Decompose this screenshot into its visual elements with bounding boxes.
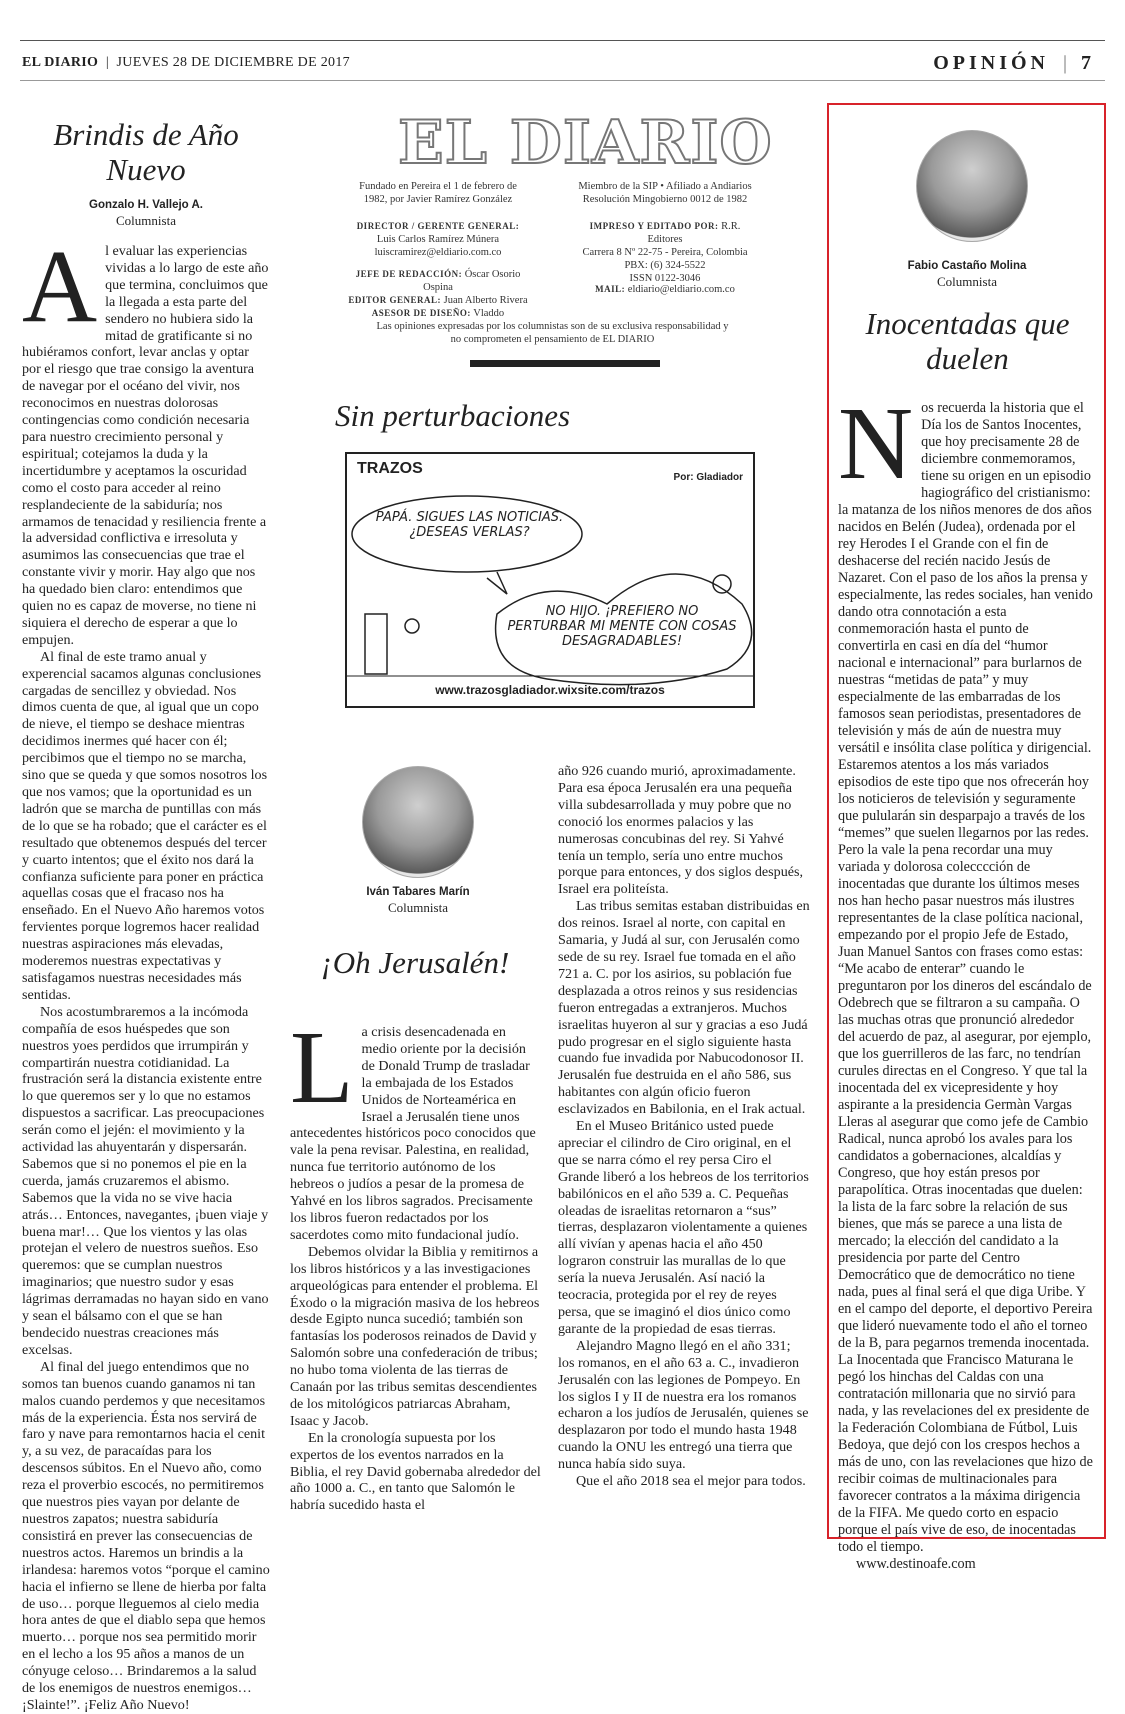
character-head [405,619,419,633]
masthead-mail [575,283,755,296]
author-role: Columnista [388,900,448,915]
paragraph: a crisis desencadenada en medio oriente por la decisión de Donald Trump de trasladar la embajada de los Estados Unidos de Norteamérica en Israel a Jerusalén tiene unos antecedentes históricos poco conocidos que vale la pena revisar. Palestina, en realidad, nunca fue territorio autónomo de los hebreos o judíos a pesar de la promesa de Yahvé en los libros sagrados. Precisamente los libros fueron redactados por los sacerdotes como mito fundacional judío. [290,1024,536,1243]
paragraph: Al final del juego entendimos que no somos tan buenos cuando ganamos ni tan malos cuando perdemos y que necesitamos más de la experiencia. Ésta nos servirá de faro y nave para remontarnos hacia el cenit y, a su vez, de paracaídas para los descensos súbitos. En el Nuevo año, como reza el proverbio escocés, no permitiremos que nuestros pies vayan por delante de nuestros zapatos; nuestra sabiduría consistirá en prever las consecuencias de nuestros actos. Haremos un brindis a la irlandesa: haremos votos “porque el camino hacia el infierno se llene de hierba por falta de uso… porque lleguemos al cielo media hora antes de que el diablo sepa que hemos muerto… porque nos sea permitido morir en el lecho a los 95 años a manos de un cónyuge celoso… Brindaremos a la salud de los enemigos de nuestros enemigos… ¡Slainte!”. ¡Feliz Año Nuevo! [22,1358,270,1713]
author-name: Gonzalo H. Vallejo A. [89,199,203,211]
masthead-director [348,220,528,259]
article-body [290,1010,542,1514]
author-name: Fabio Castaño Molina [907,260,1027,272]
email: luiscramirez@eldiario.com.co [374,247,502,258]
article-body-continued [558,763,810,1490]
author-role: Columnista [937,274,997,289]
byline [318,884,518,916]
article-title: Inocentadas que duelen [865,306,1070,376]
cartoon-author: Por: Gladiador [673,472,743,483]
author-photo [916,130,1028,242]
cartoon-title: Sin perturbaciones [335,398,571,433]
article-title: Brindis de Año Nuevo [53,117,239,187]
author-photo [362,766,474,878]
paragraph: os recuerda la historia que el Día los de Santos Inocentes, que hoy precisamente 28 de diciembre conmemoramos, tiene su origen en un episodio hagiográfico del cristianismo: la matanza de los niños menores de dos años nacidos en Belén (Judea), ordenada por el rey Herodes I el Grande con el fin de deshacerse del recién nacido Jesús de Nazaret. Con el paso de los años la prensa y especialmente, las redes sociales, han venido dando otra connotación a esta conmemoración hasta el punto de convertirla en casi en día del “humor nacional e internacional” para burlarnos de nuestras “metidas de pata” y muy especialmente de las embarradas de los famosos sean periodistas, presentadores de televisión y más de aún de nuestra muy versátil e insólita clase política y dirigencial. Estaremos atentos a los más variados episodios de este tipo que nos ofrecerán hoy los noticieros de televisión y seguramente que pulularán sin desparpajo a través de los “memes” que suelen llegarnos por las redes. Pero la vale la pena recordar una muy variada y dolorosa colecccción de inocentadas que durante los últimos meses nos han hecho pasar nuestros más ilustres representantes de la clase política nacional, empezando por el propio Jefe de Estado, Juan Manuel Santos con frases como estas: “Me acabo de enterar” cuando le preguntaron por los dineros del escándalo de Odebrech que se filtraron a su campaña. O las muchas otras que pronunció alrededor del acuerdo de paz, al asegurar, por ejemplo, que los guerrilleros de las farc, no tendrían curules directas en el Congreso. Y que tal la inocentada del ex vicepresidente y hoy aspirante a la presidencia Germàn Vargas Lleras al asegurar que como jefe de Cambio Radical, nunca aprobó los avales para los candidatos a gobernaciones, alcaldías y Congreso, que hoy están presos por parapolítica. Otras inocentadas que duelen: la lista de la farc sobre la relación de sus bienes, que más se parece a una lista de mercado; la elección del candidato a la presidencia por parte del Centro Democrático que de democrático no tiene nada, pues al final será el que diga Uribe. Y en el campo del deporte, el deportivo Pereira que lideró nuevamente todo el año el torneo de la B, para pegarnos tremenda inocentada. La Inocentada que Francisco Maturana le pegó los hinchas del Caldas con una contratación millonaria que no sirvió para nada, y las revelaciones del ex presidente de la Federación Colombiana de Fútbol, Luis Bedoya, que dejó con los crespos hechos a más de uno, con las revelaciones que hizo de recibir coimas de multinacionales para favorecer contratos a la máxima dirigencia de la FIFA. Me quedo corto en espacio porque el país vive de eso, de inocentadas todo el tiempo. [838,400,1093,1555]
cartoon-brand: TRAZOS [357,460,423,477]
author-name: Iván Tabares Marín [366,886,470,898]
address: Carrera 8 Nº 22-75 - Pereira, Colombia [582,247,748,258]
section-name: OPINIÓN [933,52,1049,74]
paragraph: Nos acostumbraremos a la incómoda compañía de esos huéspedes que son nuestros yoes perdidos que irrumpirán y compartirán nuestra cotidianidad. La frustración será la distancia existente entre lo que queremos ser y lo que no estamos dispuestos a sacrificar. Las preocupaciones serán como el jején: el movimiento y la actividad las ahuyentarán y dispersarán. Sabemos que si no ponemos el pie en la cuerda, jamás cruzaremos el abismo. Sabemos que la vida no se vive hacia atrás… Entonces, navegantes, ¡buen viaje y buena mar!… Que los vientos y las olas protejan el velero de nuestros sueños. Eso queremos: que se cumplan nuestros imaginarios; que nuestro sudor y esas lágrimas derramadas no hayan sido en vano y sean el bálsamo con el que se han bendecido nuestras creaciones más excelsas. [22,1003,269,1358]
article-body [22,229,270,1714]
paragraph: Debemos olvidar la Biblia y remitirnos a los libros históricos y a las investigaciones arqueológicas para entender el problema. El Éxodo o la migración masiva de los hebreos desde Egipto nunca sucedió; también son fantasías los poderosos reinados de David y Salomón sobre una confederación de tribus; no hubo toma violenta de las tierras de Canaán por las tribus semitas descendientes de los mitológicos patriarcas Abraham, Isaac y Jacob. [290,1243,540,1429]
drop-cap: A [22,229,98,344]
bubble-tail [487,572,507,594]
cartoon-panel [345,452,755,708]
masthead-printer [575,220,755,285]
issn: ISSN 0122-3046 [629,273,701,284]
paragraph: Las tribus semitas estaban distribuidas en dos reinos. Israel al norte, con capital en Samaria, y Judá al sur, con Jerusalén como sede de su rey. Israel fue tomada en el año 721 a. C. por los asirios, su población fue desplazada a otros reinos y sus residencias fueron entregadas a extranjeros. Muchos israelitas huyeron al sur y gracias a eso Judá pudo progresar en el siglo siguiente hasta cuando fue invadida por Nabucodonosor II. Jerusalén fue destruida en el año 586, sus habitantes con algún oficio fueron esclavizados en Babilonia, en el Irak actual. [558,898,810,1118]
label: MAIL: [595,284,626,294]
masthead-founded: Fundado en Pereira el 1 de febrero de 1982, por Javier Ramírez González [359,181,517,205]
page-header-left: EL DIARIO | JUEVES 28 DE DICIEMBRE DE 2017 [22,55,350,70]
label: IMPRESO Y EDITADO POR: [589,221,719,231]
value: eldiario@eldiario.com.co [627,284,735,295]
value: Juan Alberto Rivera [443,295,528,306]
drop-cap: N [838,386,914,501]
value: Luis Carlos Ramírez Múnera [376,234,500,245]
bubble-text: PAPÁ. SIGUES LAS NOTICIAS. ¿DESEAS VERLAS? [375,510,564,540]
top-rule [20,40,1105,41]
byline [22,197,270,229]
value: Óscar Osorio Ospina [423,269,521,293]
article-title: ¡Oh Jerusalén! [320,945,510,980]
paragraph: Alejandro Magno llegó en el año 331; los romanos, en el año 63 a. C., invadieron Jerusalén con las legiones de Pompeyo. En los siglos I y II de nuestra era los romanos echaron a los judíos de Jerusalén, quienes se desplazaron por todo el mundo hasta 1948 cuando la ONU les entregó una tierra que nunca había sido suya. [558,1337,809,1473]
paragraph: año 926 cuando murió, aproximadamente. Para esa época Jerusalén era una pequeña villa subdesarrollada y muy pobre que no conoció los enormes palacios y las numerosas concubinas del rey. Si Yahvé tenía un templo, sería uno entre muchos porque para entonces, y dos siglos después, Israel era politeísta. [558,763,804,898]
author-role: Columnista [116,213,176,228]
cartoon-url: www.trazosgladiador.wixsite.com/trazos [435,683,665,697]
masthead-disclaimer: Las opiniones expresadas por los columnistas son de su exclusiva responsabilidad y no comprometen el pensamiento de EL DIARIO [376,321,729,345]
paragraph: l evaluar las experiencias vividas a lo largo de este año que termina, concluimos que la llegada a esta parte del sendero no hubiera sido la mitad de gratificante si no hubiéramos confort, levar anclas y optar por el riesgo que trae consigo la aventura de navegar por el océano del vivir, nos reconocimos en nuestras dolorosas contingencias como condición necesaria para nuestro crecimiento personal y espiritual; cotejamos la duda y la incertidumbre y aceptamos la oscuridad como el costo para acceder al reino resplandeciente de la sabiduría; nos armamos de tenacidad y resiliencia frente a la adversidad conflictiva e irresoluta y asumimos las consecuencias que trae el constante vivir y morir. Hay algo que nos ha quedado bien claro: entendimos que quien no es capaz de moverse, no tiene ni siquiera el derecho de esperar a que lo empujen. [22,243,269,648]
article-body [838,386,1093,1573]
drop-cap: L [290,1010,354,1125]
character-figure [365,614,387,674]
byline [867,258,1067,290]
label: DIRECTOR / GERENTE GENERAL: [356,221,520,231]
masthead-logo: EL DIARIO [398,108,773,178]
paragraph: En el Museo Británico usted puede apreciar el cilindro de Ciro original, en el que se narra cómo el rey persa Ciro el Grande liberó a los hebreos de los territorios babilónicos en el año 539 a. C. Pequeñas oleadas de israelitas retornaron a “sus” tierras, desplazaron violentamente a quienes allí vivían y apenas hacia el año 450 lograron construir las murallas de lo que sería la nueva Jerusalén. Así nació la teocracia, protegida por el rey de reyes persa, que se imaginó el dios único como garante de la propiedad de esas tierras. [558,1118,809,1337]
paragraph: En la cronología supuesta por los expertos de los eventos narrados en la Biblia, el rey David gobernaba alrededor del año 1000 a. C., en tanto que Salomón le habría sucedido hasta el [290,1429,541,1514]
value: R.R. Editores [647,221,741,245]
column-brindis [22,117,270,1714]
paragraph: Que el año 2018 sea el mejor para todos. [576,1473,806,1490]
phone: PBX: (6) 324-5522 [624,260,706,271]
paragraph: Al final de este tramo anual y experencial sacamos algunas conclusiones cargadas de sencillez y obviedad. Nos dimos cuenta de que, al igual que un copo de nieve, el tiempo se deshace mientras decidimos inermes qué hacer con él; percibimos que el tiempo no se marcha, sino que se queda y que somos nosotros los que nos vamos; que la oportunidad es un ladrón que se marcha de puntillas con más de lo que se ha robado; que el carácter es el resultado que obtenemos después del tercer y cuarto intentos; que el éxito nos dará la confianza suficiente para poner en práctica aquellas cosas que el fracaso nos ha enseñado. En el Nuevo Año haremos votos fervientes porque logremos hacer realidad nuestras aspiraciones más elevadas, moderemos nuestras expectativas y satisfagamos nuestras necesidades más sentidas. [22,648,268,1003]
label: EDITOR GENERAL: [348,295,441,305]
label: JEFE DE REDACCIÓN: [355,269,463,279]
bubble-text: NO HIJO. ¡PREFIERO NO PERTURBAR MI MENTE CON COSAS DESAGRADABLES! [507,604,737,649]
page-header-right: OPINIÓN | 7 [933,52,1095,74]
cartoon-drawing [347,454,753,706]
paper-name: EL DIARIO [22,55,99,70]
value: Vladdo [473,308,505,319]
masthead-bar [470,360,660,367]
header-rule [20,80,1105,81]
label: ASESOR DE DISEÑO: [371,308,471,318]
page-number: 7 [1081,52,1095,74]
author-website: www.destinoafe.com [856,1556,976,1572]
masthead-staff [348,268,528,320]
masthead-member: Miembro de la SIP • Afiliado a Andiarios Resolución Mingobierno 0012 de 1982 [578,181,752,205]
issue-date: JUEVES 28 DE DICIEMBRE DE 2017 [116,55,350,70]
